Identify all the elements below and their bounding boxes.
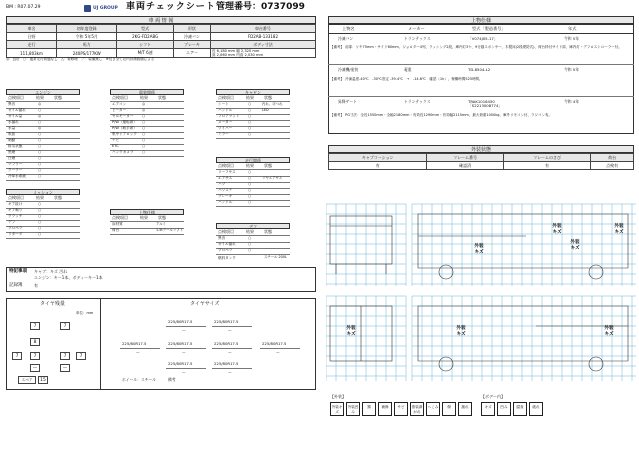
etc-head-line bbox=[216, 235, 290, 236]
legend-outer-item: 塗装剥がれ bbox=[410, 402, 424, 416]
engine-col-state: 状態 bbox=[54, 95, 62, 100]
damage-mark bbox=[610, 224, 628, 235]
vehicle-damage-diagram bbox=[326, 196, 636, 386]
cabin-title: キャビン bbox=[216, 89, 290, 95]
cabin-result: ○ bbox=[248, 132, 252, 136]
engine-result: ○ bbox=[38, 144, 42, 148]
electric-col-item: 点検項目 bbox=[112, 95, 128, 100]
tire-size-dash: — bbox=[228, 370, 232, 374]
electric-item: 集中ドアロック bbox=[112, 132, 137, 136]
engine-item: 水量 bbox=[8, 126, 16, 130]
upper-row3-cell: 令和 4年 bbox=[564, 99, 580, 104]
upper-row3-cell: トランテックス bbox=[404, 99, 431, 104]
value-shift: M/T 6速 bbox=[117, 49, 174, 58]
upper-col-label: 型式「製造番号」 bbox=[472, 26, 506, 31]
value-first-reg: 令和 5年5月 bbox=[57, 33, 117, 41]
legend-outer-item: 錆 bbox=[362, 402, 376, 416]
value-power: 240PS/177KW bbox=[57, 49, 117, 58]
engine-result: ○ bbox=[38, 108, 42, 112]
etc-result: ○ bbox=[248, 248, 252, 252]
running-result: ○ bbox=[248, 200, 252, 204]
tire-depth-box: 7 bbox=[60, 322, 70, 330]
electric-result: ○ bbox=[142, 120, 146, 124]
label-maker: 車名 bbox=[7, 25, 57, 33]
engine-row-line bbox=[6, 150, 80, 151]
tire-size-dash: — bbox=[276, 350, 280, 354]
cabin-item: シート bbox=[218, 102, 229, 106]
tire-size-value: 225/80R17.5 bbox=[262, 341, 287, 346]
cabin-state: LED bbox=[262, 108, 269, 112]
upper-row3-cell: TRAK1016450 「S2213008774」 bbox=[468, 99, 503, 108]
upper-row1-cell: 令和 5年 bbox=[564, 36, 580, 41]
upper-check-col-result: 結果 bbox=[140, 215, 148, 220]
damage-mark-line: 外装 bbox=[604, 326, 614, 331]
upper-line-2 bbox=[328, 96, 634, 97]
damage-mark-line: キズ bbox=[570, 245, 580, 251]
value-chassis: FD2AB-133182 bbox=[210, 33, 315, 41]
value-shape: 冷凍バン bbox=[173, 33, 210, 41]
tire-unit: 単位：mm bbox=[76, 311, 94, 315]
damage-mark-line: キズ bbox=[614, 229, 624, 235]
mission-col-state: 状態 bbox=[54, 195, 62, 200]
tire-size-line bbox=[260, 348, 300, 349]
tire-depth-title: タイヤ残量 bbox=[40, 301, 65, 307]
ext-val-cab: 有 bbox=[329, 162, 427, 170]
engine-result: ○ bbox=[38, 138, 42, 142]
remarks-title: 特記事項 bbox=[9, 269, 27, 274]
engine-head-line bbox=[6, 101, 80, 102]
electric-result: ○ bbox=[142, 150, 146, 154]
tire-depth-box: 7 bbox=[30, 322, 40, 330]
running-item: ハブ bbox=[218, 182, 226, 186]
electric-title: 電装関係 bbox=[110, 89, 184, 95]
document-title: 車両チェックシート bbox=[126, 2, 216, 12]
tire-size-value: 225/80R17.5 bbox=[122, 341, 147, 346]
legend-outer-label: 【外装】 bbox=[330, 394, 346, 399]
etc-title: デフ bbox=[216, 223, 290, 229]
running-result: ○ bbox=[248, 188, 252, 192]
exterior-table bbox=[328, 153, 634, 170]
tire-size-line bbox=[166, 368, 206, 369]
legend-outer-item: 外装凹み bbox=[346, 402, 360, 416]
mission-result: ○ bbox=[38, 220, 42, 224]
remarks-line-2: エンジン：キー1本、ボディーキー1本 bbox=[34, 275, 103, 280]
etc-result: ○ bbox=[248, 236, 252, 240]
mission-item: リターダ bbox=[8, 232, 23, 236]
value-maker: 日野 bbox=[7, 33, 57, 41]
legend-outer-item: サビ bbox=[394, 402, 408, 416]
engine-row-line bbox=[6, 138, 80, 139]
remarks-line-1: キャブ：キズ 汚れ bbox=[34, 269, 68, 274]
side-view-body-lower bbox=[418, 306, 628, 361]
upper-col-label: 上物名 bbox=[342, 26, 355, 31]
legend-outer-item: 割れ bbox=[458, 402, 472, 416]
legend-outer-item: 外装キズ bbox=[330, 402, 344, 416]
label-mileage: 走行 bbox=[7, 41, 57, 49]
damage-mark bbox=[342, 326, 360, 337]
engine-result: ○ bbox=[38, 120, 42, 124]
record-value: 有 bbox=[34, 283, 38, 288]
engine-result: ○ bbox=[38, 150, 42, 154]
tire-size-value: 225/80R17.5 bbox=[214, 361, 239, 366]
electric-row-line bbox=[110, 156, 184, 157]
running-item: パワステ bbox=[218, 188, 233, 192]
tire-size-title: タイヤサイズ bbox=[190, 301, 220, 307]
etc-item: 異音 bbox=[218, 236, 226, 240]
upper-row1-cell: 冷凍バン bbox=[338, 36, 354, 41]
tire-depth-box: 7 bbox=[30, 352, 40, 360]
record-label: 記録簿 bbox=[9, 283, 23, 288]
upper-check-col-state: 状態 bbox=[158, 215, 166, 220]
damage-mark bbox=[548, 224, 566, 235]
upper-check-title: 上物仕様 bbox=[110, 209, 184, 215]
print-date: BM : R07.07.29 bbox=[6, 5, 41, 10]
damage-mark-line: キズ bbox=[474, 249, 484, 255]
tire-depth-box-empty: — bbox=[30, 364, 40, 372]
cabin-item: ハンドル bbox=[218, 108, 233, 112]
etc-item: プロペラ bbox=[218, 248, 233, 252]
electric-result: ○ bbox=[142, 138, 146, 142]
legend-outer-item: 補修 bbox=[378, 402, 392, 416]
engine-title: エンジン bbox=[6, 89, 80, 95]
side-view-body bbox=[418, 214, 628, 268]
upper-row2-cell: TD-8504-L2 bbox=[468, 67, 491, 72]
damage-mark-line: 外装 bbox=[614, 224, 624, 229]
legend-body-item: 腐食 bbox=[513, 402, 527, 416]
upper-row1-cell: トランテックス bbox=[404, 36, 431, 41]
cabin-col-result: 結果 bbox=[246, 95, 254, 100]
etc-col-result: 結果 bbox=[246, 229, 254, 234]
engine-row-line bbox=[6, 156, 80, 157]
running-row-line bbox=[216, 182, 290, 183]
damage-mark bbox=[452, 326, 470, 337]
mission-item: プロペラ bbox=[8, 226, 23, 230]
cabin-state: 汚れ、ほつれ bbox=[262, 102, 283, 106]
etc-col-item: 点検項目 bbox=[218, 229, 234, 234]
damage-mark bbox=[600, 326, 618, 337]
engine-result: ○ bbox=[38, 174, 42, 178]
logo-text: UJ GROUP bbox=[93, 6, 118, 11]
ext-col-frame-rust: フレームのさび bbox=[503, 154, 591, 162]
engine-result: ◎ bbox=[38, 126, 42, 130]
tire-size-dash: — bbox=[136, 350, 140, 354]
damage-mark bbox=[566, 240, 584, 251]
upper-row2-cell: 菱重 bbox=[404, 67, 412, 72]
upper-check-state: アルミ bbox=[156, 222, 167, 226]
upper-check-item: 荷台 bbox=[112, 228, 120, 232]
side-view-lower-wheel-front bbox=[439, 357, 453, 371]
engine-col-result: 結果 bbox=[36, 95, 44, 100]
electric-item: P/W（助手席） bbox=[112, 126, 137, 130]
damage-mark-line: 外装 bbox=[474, 244, 484, 249]
electric-result: ○ bbox=[142, 144, 146, 148]
label-shape: 形状 bbox=[173, 25, 210, 33]
engine-row-line bbox=[6, 180, 80, 181]
electric-item: ヒーター bbox=[112, 108, 127, 112]
spare-value: 15 bbox=[38, 376, 48, 384]
tire-depth-box-empty: — bbox=[60, 364, 70, 372]
engine-item: オイル漏れ bbox=[8, 108, 26, 112]
legend-body-item: 破れ bbox=[529, 402, 543, 416]
mission-result: ○ bbox=[38, 202, 42, 206]
upper-remark-3: 【備考】 PG寸法：全長1550mm・全幅2180mm・有効長1290mm・有効幅2115mm、最大荷重1000kg、庫外リモコン付、ラジコン有。 bbox=[330, 113, 552, 117]
engine-item: 黒煙 bbox=[8, 150, 16, 154]
legend-body-item: キズ bbox=[481, 402, 495, 416]
value-mileage: 111,803km bbox=[7, 49, 57, 58]
engine-result: ◎ bbox=[38, 102, 42, 106]
engine-result: ○ bbox=[38, 156, 42, 160]
damage-mark-line: 外装 bbox=[346, 326, 356, 331]
engine-item: オイル量 bbox=[8, 114, 23, 118]
running-title: 走行関係 bbox=[216, 157, 290, 163]
tire-divider bbox=[100, 298, 101, 390]
damage-mark-line: 外装 bbox=[456, 326, 466, 331]
tire-size-dash: — bbox=[228, 328, 232, 332]
cabin-result: ○ bbox=[248, 114, 252, 118]
value-brake: エアー bbox=[173, 49, 210, 58]
tire-size-dash: — bbox=[182, 370, 186, 374]
damage-mark-line: 外装 bbox=[552, 224, 562, 229]
tire-size-dash: — bbox=[228, 350, 232, 354]
ext-col-frame-no: フレーム番号 bbox=[427, 154, 503, 162]
fuel-state: スチール 200L bbox=[264, 255, 287, 259]
electric-result: ◎ bbox=[142, 102, 146, 106]
tire-size-line bbox=[166, 326, 206, 327]
running-item: リーフサス bbox=[218, 170, 236, 174]
mission-item: クラッチ bbox=[8, 214, 23, 218]
upper-remark-2: 【備考】 冷凍温度-40℃ -30℃設定 -39.4℃ → -14.6℃ 確認（1h）、稼働時間525時間。 bbox=[330, 77, 483, 81]
running-state: リヤエアサス bbox=[262, 176, 283, 180]
damage-mark bbox=[470, 244, 488, 255]
electric-col-state: 状態 bbox=[158, 95, 166, 100]
cabin-result: ○ bbox=[248, 102, 252, 106]
label-first-reg: 初年度登録 bbox=[57, 25, 117, 33]
ext-col-bed: 荷台 bbox=[591, 154, 634, 162]
mission-item: ギア抜け bbox=[8, 202, 23, 206]
engine-col-item: 点検項目 bbox=[8, 95, 24, 100]
upper-spec-title: 上物仕様 bbox=[328, 16, 634, 24]
tire-size-line bbox=[212, 348, 252, 349]
tire-size-line bbox=[212, 326, 252, 327]
status-legend: ◎：良好 ○：通常走行問題なし △：要修理 ／：装備無し ※長さ全て社内計測数値による bbox=[6, 57, 155, 61]
spare-label: スペア bbox=[18, 376, 36, 384]
cabin-item: フロアマット bbox=[218, 114, 240, 118]
cabin-item: ワイパー bbox=[218, 126, 233, 130]
mission-result: ○ bbox=[38, 232, 42, 236]
legend-body-item: 凹み bbox=[497, 402, 511, 416]
tire-size-value: 225/80R17.5 bbox=[168, 341, 193, 346]
engine-item: 白煙 bbox=[8, 156, 16, 160]
wheel-label: ホイール：スチール bbox=[122, 377, 156, 382]
damage-mark-line: 外装 bbox=[570, 240, 580, 245]
electric-item: P/W（運転席） bbox=[112, 120, 137, 124]
upper-check-row-line bbox=[110, 234, 184, 235]
damage-mark-line: キズ bbox=[346, 331, 356, 337]
tire-size-value: 225/80R17.5 bbox=[168, 361, 193, 366]
tire-size-line bbox=[166, 348, 206, 349]
running-result: ○ bbox=[248, 194, 252, 198]
cabin-col-state: 状態 bbox=[264, 95, 272, 100]
engine-result: ○ bbox=[38, 132, 42, 136]
side-view-wheel-front bbox=[439, 265, 453, 279]
tire-size-line bbox=[120, 348, 160, 349]
electric-item: バックカメラ bbox=[112, 150, 134, 154]
etc-result: ○ bbox=[248, 242, 252, 246]
check-area bbox=[6, 63, 316, 263]
cabin-result: ○ bbox=[248, 126, 252, 130]
upper-check-col-item: 点検項目 bbox=[112, 215, 128, 220]
damage-mark-line: キズ bbox=[604, 331, 614, 337]
side-view-wheel-rear bbox=[589, 265, 603, 279]
upper-row2-cell: 冷凍機/塗装 bbox=[338, 67, 359, 72]
company-logo bbox=[84, 4, 120, 13]
mission-item: デフ bbox=[8, 220, 16, 224]
electric-result: ○ bbox=[142, 132, 146, 136]
upper-col-label: メーカー bbox=[408, 26, 425, 31]
wheel-note: 備考 bbox=[168, 377, 176, 382]
engine-result: ◎ bbox=[38, 114, 42, 118]
cabin-result: ○ bbox=[248, 108, 252, 112]
running-col-state: 状態 bbox=[264, 163, 272, 168]
engine-row-line bbox=[6, 132, 80, 133]
electric-item: ETC bbox=[112, 144, 119, 148]
legend-outer-item: へこみ bbox=[426, 402, 440, 416]
logo-icon bbox=[84, 5, 91, 12]
mission-title: ミッション bbox=[6, 189, 80, 195]
engine-result: ○ bbox=[38, 162, 42, 166]
engine-item: 冷却水系統 bbox=[8, 174, 26, 178]
upper-head-line bbox=[328, 33, 634, 34]
upper-row1-cell: 「V074J05-17」 bbox=[468, 36, 498, 41]
running-item: ブレーキ bbox=[218, 194, 233, 198]
ext-val-bed: 点検有 bbox=[591, 162, 634, 170]
mission-row-line bbox=[6, 220, 80, 221]
upper-remark-1: 【備考】 前扉：リヤ75mm・サイド60mm、ジョロダー4列、ラッシング2段、庫内灯3ケ、9分割スポンサー、木製床(2段堤防式)、荷台枠付サイド扉、庫内灯・デフロストローラー付。 bbox=[330, 45, 622, 49]
vehicle-info-title: 車 両 情 報 bbox=[6, 16, 316, 24]
running-result: ○ bbox=[248, 182, 252, 186]
cabin-item: メーター bbox=[218, 120, 233, 124]
upper-row2-cell: 令和 5年 bbox=[564, 67, 580, 72]
label-chassis: 車台番号 bbox=[210, 25, 315, 33]
running-row-line bbox=[216, 206, 290, 207]
running-result: ○ bbox=[248, 176, 252, 180]
vehicle-info-table bbox=[6, 24, 316, 58]
mission-result: ○ bbox=[38, 208, 42, 212]
engine-item: 吹抜 bbox=[8, 132, 16, 136]
label-shift: シフト bbox=[117, 41, 174, 49]
damage-mark-line: キズ bbox=[552, 229, 562, 235]
tire-size-line bbox=[212, 368, 252, 369]
running-item: エアサス bbox=[218, 176, 233, 180]
mission-item: ギア鳴り bbox=[8, 208, 23, 212]
ext-col-cab: キャブコーション bbox=[329, 154, 427, 162]
etc-item: オイル漏れ bbox=[218, 242, 236, 246]
tire-size-value: 225/80R17.5 bbox=[214, 341, 239, 346]
electric-result: ◎ bbox=[142, 108, 146, 112]
tire-size-dash: — bbox=[182, 350, 186, 354]
management-number: 管理番号：0737099 bbox=[216, 2, 305, 12]
electric-item: ナビ bbox=[112, 138, 120, 142]
engine-row-line bbox=[6, 126, 80, 127]
upper-col-label: 年式 bbox=[568, 26, 577, 31]
label-power: 馬力 bbox=[57, 41, 117, 49]
upper-line-1 bbox=[328, 64, 634, 65]
tire-size-value: 225/80R17.5 bbox=[214, 319, 239, 324]
side-view-lower-wheel-rear bbox=[589, 357, 603, 371]
cabin-col-item: 点検項目 bbox=[218, 95, 234, 100]
running-col-item: 点検項目 bbox=[218, 163, 234, 168]
front-view-outline bbox=[330, 216, 392, 264]
tire-size-value: 225/80R17.5 bbox=[168, 319, 193, 324]
label-model: 型式 bbox=[117, 25, 174, 33]
fuel-label: 燃料タンク bbox=[218, 256, 236, 260]
tire-depth-box: 7 bbox=[60, 352, 70, 360]
upper-row3-cell: 昇降ゲート bbox=[338, 99, 357, 104]
electric-row-line bbox=[110, 138, 184, 139]
cabin-row-line bbox=[216, 138, 290, 139]
cabin-item: ミラー bbox=[218, 132, 229, 136]
front-view-details bbox=[330, 226, 392, 274]
electric-result: ○ bbox=[142, 114, 146, 118]
etc-col-state: 状態 bbox=[264, 229, 272, 234]
tire-depth-box: 7 bbox=[12, 352, 22, 360]
ext-val-frame-no: 確認済 bbox=[427, 162, 503, 170]
tire-size-dash: — bbox=[182, 328, 186, 332]
damage-mark-line: キズ bbox=[456, 331, 466, 337]
electric-item: セルモーター bbox=[112, 114, 134, 118]
engine-item: 水漏れ bbox=[8, 120, 19, 124]
engine-item: クーラー bbox=[8, 168, 23, 172]
mission-col-item: 点検項目 bbox=[8, 195, 24, 200]
cabin-result: ○ bbox=[248, 120, 252, 124]
value-body-dims: 長 6,180 mm 幅 2,320 mm 高 2,060 mm 内高 2,030 mm bbox=[210, 49, 315, 58]
legend-body-label: 【ボデー内】 bbox=[481, 394, 505, 399]
mission-result: ○ bbox=[38, 226, 42, 230]
electric-item: エアコン bbox=[112, 102, 127, 106]
legend-outer-item: 傷 bbox=[442, 402, 456, 416]
upper-check-state: 1.5tテールリフト bbox=[156, 228, 183, 232]
electric-row-line bbox=[110, 144, 184, 145]
engine-item: マフラー bbox=[8, 162, 23, 166]
engine-result: ○ bbox=[38, 168, 42, 172]
running-item: ハンドル bbox=[218, 200, 233, 204]
tire-depth-box: 8 bbox=[30, 338, 40, 346]
upper-check-item: 床材質 bbox=[112, 222, 123, 226]
engine-item: 始動 bbox=[8, 138, 16, 142]
running-col-result: 結果 bbox=[246, 163, 254, 168]
label-brake: ブレーキ bbox=[173, 41, 210, 49]
electric-col-result: 結果 bbox=[140, 95, 148, 100]
mission-row-line bbox=[6, 238, 80, 239]
mission-result: ○ bbox=[38, 214, 42, 218]
mission-col-result: 結果 bbox=[36, 195, 44, 200]
value-model: 2KG-FD2ABG bbox=[117, 33, 174, 41]
tire-depth-box: 7 bbox=[76, 352, 86, 360]
electric-result: ○ bbox=[142, 126, 146, 130]
label-body-dims: ボディ寸法 bbox=[210, 41, 315, 49]
engine-item: 異音 bbox=[8, 102, 16, 106]
exterior-title: 外装状態 bbox=[328, 145, 634, 153]
engine-item: 排気状態 bbox=[8, 144, 23, 148]
ext-val-frame-rust: 有 bbox=[503, 162, 591, 170]
running-result: ○ bbox=[248, 170, 252, 174]
